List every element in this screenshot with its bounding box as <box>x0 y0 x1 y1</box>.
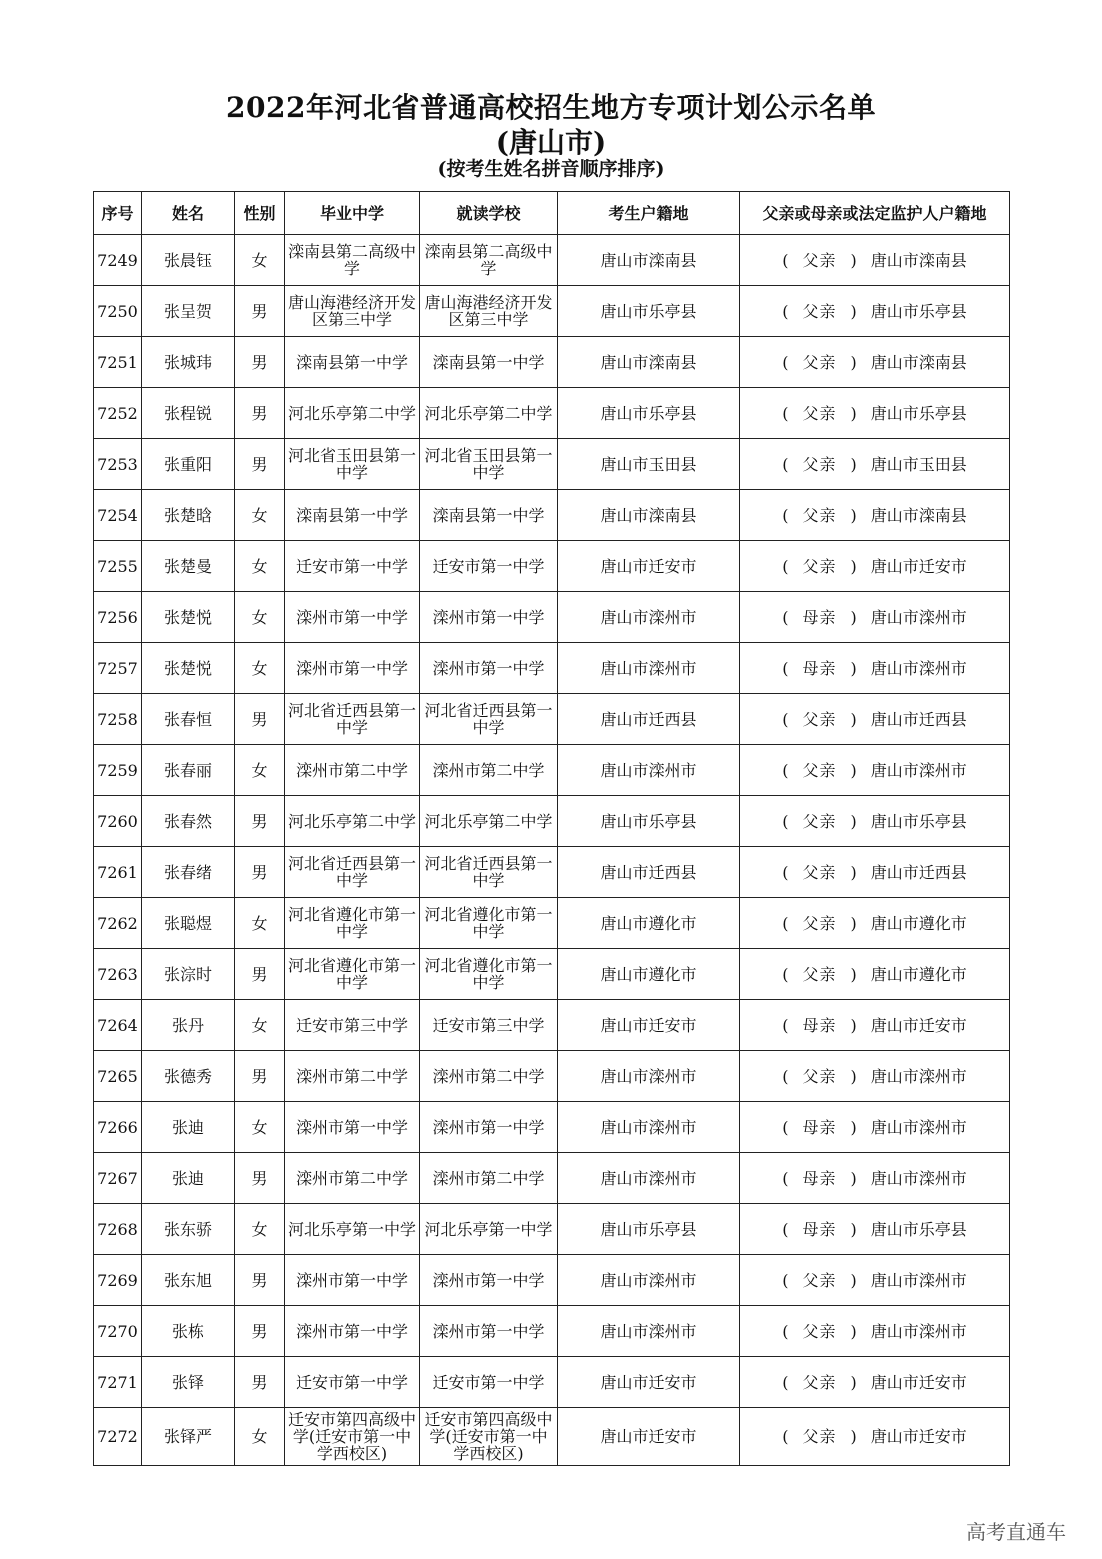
cell-current-school: 河北乐亭第二中学 <box>420 796 558 847</box>
cell-name: 张东旭 <box>142 1255 235 1306</box>
cell-guardian-hukou: ( 母亲 ) 唐山市滦州市 <box>740 592 1010 643</box>
cell-current-school: 河北省遵化市第一中学 <box>420 898 558 949</box>
cell-grad-school: 迁安市第一中学 <box>285 1357 420 1408</box>
table-row <box>94 1255 1010 1306</box>
cell-name: 张东骄 <box>142 1204 235 1255</box>
cell-gender: 女 <box>235 1408 285 1466</box>
guardian-relation: 父亲 <box>802 301 837 321</box>
roster-table <box>93 191 1010 1466</box>
cell-name: 张春然 <box>142 796 235 847</box>
guardian-hukou: 唐山市玉田县 <box>870 454 967 474</box>
cell-seq: 7257 <box>94 643 142 694</box>
guardian-relation: 父亲 <box>802 505 837 525</box>
guardian-relation: 父亲 <box>802 964 837 984</box>
cell-grad-school: 滦州市第二中学 <box>285 1051 420 1102</box>
guardian-hukou: 唐山市滦州市 <box>870 658 967 678</box>
cell-guardian-hukou: ( 父亲 ) 唐山市滦州市 <box>740 1255 1010 1306</box>
cell-hukou: 唐山市滦南县 <box>558 490 740 541</box>
table-row <box>94 490 1010 541</box>
table-row <box>94 1051 1010 1102</box>
cell-current-school: 滦州市第一中学 <box>420 592 558 643</box>
guardian-hukou: 唐山市滦南县 <box>870 250 967 270</box>
cell-grad-school: 河北乐亭第二中学 <box>285 388 420 439</box>
guardian-relation: 母亲 <box>802 1117 837 1137</box>
cell-gender: 男 <box>235 796 285 847</box>
cell-grad-school: 滦州市第二中学 <box>285 1153 420 1204</box>
cell-grad-school: 迁安市第四高级中学(迁安市第一中学西校区) <box>285 1408 420 1466</box>
table-row <box>94 745 1010 796</box>
guardian-hukou: 唐山市迁安市 <box>870 1427 967 1446</box>
cell-hukou: 唐山市迁西县 <box>558 694 740 745</box>
cell-seq: 7266 <box>94 1102 142 1153</box>
sort-note: (按考生姓名拼音顺序排序) <box>437 158 665 180</box>
cell-guardian-hukou: ( 母亲 ) 唐山市滦州市 <box>740 1102 1010 1153</box>
header-gender: 性别 <box>235 192 285 235</box>
cell-hukou: 唐山市滦南县 <box>558 235 740 286</box>
guardian-hukou: 唐山市滦州市 <box>870 1321 967 1341</box>
cell-hukou: 唐山市滦州市 <box>558 1306 740 1357</box>
cell-current-school: 河北乐亭第一中学 <box>420 1204 558 1255</box>
cell-guardian-hukou: ( 父亲 ) 唐山市迁西县 <box>740 694 1010 745</box>
guardian-hukou: 唐山市乐亭县 <box>870 403 967 423</box>
cell-grad-school: 河北省迁西县第一中学 <box>285 694 420 745</box>
cell-gender: 男 <box>235 1153 285 1204</box>
table-row <box>94 286 1010 337</box>
cell-gender: 女 <box>235 490 285 541</box>
cell-gender: 女 <box>235 592 285 643</box>
cell-gender: 男 <box>235 286 285 337</box>
cell-guardian-hukou: ( 父亲 ) 唐山市滦南县 <box>740 337 1010 388</box>
guardian-relation: 父亲 <box>802 403 837 423</box>
guardian-relation: 父亲 <box>802 1066 837 1086</box>
cell-grad-school: 河北省迁西县第一中学 <box>285 847 420 898</box>
cell-current-school: 迁安市第四高级中学(迁安市第一中学西校区) <box>420 1408 558 1466</box>
cell-name: 张晨钰 <box>142 235 235 286</box>
cell-grad-school: 滦州市第二中学 <box>285 745 420 796</box>
cell-seq: 7259 <box>94 745 142 796</box>
cell-gender: 男 <box>235 388 285 439</box>
cell-current-school: 河北省迁西县第一中学 <box>420 694 558 745</box>
page-title: 2022年河北省普通高校招生地方专项计划公示名单 <box>226 91 876 124</box>
cell-name: 张程锐 <box>142 388 235 439</box>
header-grad-school: 毕业中学 <box>285 192 420 235</box>
table-row <box>94 1306 1010 1357</box>
guardian-hukou: 唐山市滦州市 <box>870 1270 967 1290</box>
cell-current-school: 迁安市第一中学 <box>420 541 558 592</box>
cell-gender: 女 <box>235 1204 285 1255</box>
table-row <box>94 949 1010 1000</box>
guardian-relation: 父亲 <box>802 1270 837 1290</box>
cell-gender: 男 <box>235 1255 285 1306</box>
guardian-hukou: 唐山市迁安市 <box>870 1372 967 1392</box>
header-hukou: 考生户籍地 <box>558 192 740 235</box>
cell-guardian-hukou: ( 父亲 ) 唐山市迁安市 <box>740 1408 1010 1466</box>
cell-guardian-hukou: ( 父亲 ) 唐山市玉田县 <box>740 439 1010 490</box>
header-current-school: 就读学校 <box>420 192 558 235</box>
guardian-relation: 父亲 <box>802 862 837 882</box>
cell-seq: 7250 <box>94 286 142 337</box>
cell-grad-school: 滦南县第一中学 <box>285 337 420 388</box>
guardian-relation: 父亲 <box>802 1427 837 1446</box>
cell-hukou: 唐山市滦南县 <box>558 337 740 388</box>
cell-name: 张丹 <box>142 1000 235 1051</box>
cell-seq: 7253 <box>94 439 142 490</box>
cell-hukou: 唐山市滦州市 <box>558 1255 740 1306</box>
cell-hukou: 唐山市迁安市 <box>558 1357 740 1408</box>
cell-hukou: 唐山市迁安市 <box>558 1408 740 1466</box>
cell-seq: 7269 <box>94 1255 142 1306</box>
cell-current-school: 滦南县第一中学 <box>420 490 558 541</box>
guardian-hukou: 唐山市滦州市 <box>870 1168 967 1188</box>
cell-gender: 男 <box>235 1357 285 1408</box>
cell-guardian-hukou: ( 父亲 ) 唐山市乐亭县 <box>740 286 1010 337</box>
cell-name: 张聪煜 <box>142 898 235 949</box>
cell-grad-school: 河北省遵化市第一中学 <box>285 949 420 1000</box>
guardian-hukou: 唐山市滦州市 <box>870 607 967 627</box>
guardian-hukou: 唐山市遵化市 <box>870 913 967 933</box>
table-row <box>94 694 1010 745</box>
cell-current-school: 河北省玉田县第一中学 <box>420 439 558 490</box>
cell-gender: 男 <box>235 337 285 388</box>
table-row <box>94 898 1010 949</box>
cell-hukou: 唐山市玉田县 <box>558 439 740 490</box>
guardian-hukou: 唐山市乐亭县 <box>870 301 967 321</box>
guardian-hukou: 唐山市滦州市 <box>870 1117 967 1137</box>
cell-current-school: 河北省迁西县第一中学 <box>420 847 558 898</box>
cell-guardian-hukou: ( 父亲 ) 唐山市滦州市 <box>740 1051 1010 1102</box>
cell-hukou: 唐山市滦州市 <box>558 592 740 643</box>
cell-grad-school: 滦州市第一中学 <box>285 1102 420 1153</box>
cell-grad-school: 滦南县第一中学 <box>285 490 420 541</box>
cell-name: 张春丽 <box>142 745 235 796</box>
cell-grad-school: 滦州市第一中学 <box>285 592 420 643</box>
cell-grad-school: 迁安市第三中学 <box>285 1000 420 1051</box>
guardian-hukou: 唐山市滦州市 <box>870 1066 967 1086</box>
cell-seq: 7252 <box>94 388 142 439</box>
table-row <box>94 1000 1010 1051</box>
cell-seq: 7270 <box>94 1306 142 1357</box>
cell-seq: 7258 <box>94 694 142 745</box>
cell-grad-school: 唐山海港经济开发区第三中学 <box>285 286 420 337</box>
cell-seq: 7251 <box>94 337 142 388</box>
cell-name: 张栋 <box>142 1306 235 1357</box>
cell-hukou: 唐山市遵化市 <box>558 898 740 949</box>
cell-hukou: 唐山市乐亭县 <box>558 1204 740 1255</box>
cell-name: 张迪 <box>142 1102 235 1153</box>
cell-current-school: 滦南县第一中学 <box>420 337 558 388</box>
guardian-hukou: 唐山市滦南县 <box>870 352 967 372</box>
cell-grad-school: 滦州市第一中学 <box>285 1255 420 1306</box>
cell-seq: 7268 <box>94 1204 142 1255</box>
table-row <box>94 643 1010 694</box>
cell-gender: 女 <box>235 1000 285 1051</box>
cell-current-school: 滦州市第一中学 <box>420 1306 558 1357</box>
cell-grad-school: 迁安市第一中学 <box>285 541 420 592</box>
cell-current-school: 迁安市第一中学 <box>420 1357 558 1408</box>
cell-seq: 7255 <box>94 541 142 592</box>
cell-guardian-hukou: ( 父亲 ) 唐山市迁西县 <box>740 847 1010 898</box>
guardian-hukou: 唐山市遵化市 <box>870 964 967 984</box>
cell-guardian-hukou: ( 父亲 ) 唐山市乐亭县 <box>740 388 1010 439</box>
table-row <box>94 1153 1010 1204</box>
cell-seq: 7260 <box>94 796 142 847</box>
header-seq: 序号 <box>94 192 142 235</box>
table-row <box>94 235 1010 286</box>
table-row <box>94 1102 1010 1153</box>
cell-hukou: 唐山市遵化市 <box>558 949 740 1000</box>
table-row <box>94 1408 1010 1466</box>
cell-name: 张春绪 <box>142 847 235 898</box>
cell-gender: 女 <box>235 745 285 796</box>
table-row <box>94 1357 1010 1408</box>
cell-hukou: 唐山市乐亭县 <box>558 796 740 847</box>
cell-hukou: 唐山市滦州市 <box>558 1102 740 1153</box>
guardian-relation: 父亲 <box>802 250 837 270</box>
cell-grad-school: 河北乐亭第二中学 <box>285 796 420 847</box>
cell-name: 张楚悦 <box>142 592 235 643</box>
guardian-relation: 父亲 <box>802 1372 837 1392</box>
cell-current-school: 唐山海港经济开发区第三中学 <box>420 286 558 337</box>
cell-guardian-hukou: ( 母亲 ) 唐山市滦州市 <box>740 643 1010 694</box>
guardian-hukou: 唐山市滦州市 <box>870 760 967 780</box>
cell-hukou: 唐山市滦州市 <box>558 1153 740 1204</box>
cell-current-school: 迁安市第三中学 <box>420 1000 558 1051</box>
cell-seq: 7262 <box>94 898 142 949</box>
guardian-relation: 父亲 <box>802 709 837 729</box>
guardian-hukou: 唐山市滦南县 <box>870 505 967 525</box>
cell-current-school: 河北乐亭第二中学 <box>420 388 558 439</box>
cell-seq: 7271 <box>94 1357 142 1408</box>
table-row <box>94 388 1010 439</box>
cell-guardian-hukou: ( 父亲 ) 唐山市滦南县 <box>740 235 1010 286</box>
cell-guardian-hukou: ( 父亲 ) 唐山市滦南县 <box>740 490 1010 541</box>
cell-guardian-hukou: ( 母亲 ) 唐山市滦州市 <box>740 1153 1010 1204</box>
cell-current-school: 滦州市第二中学 <box>420 1153 558 1204</box>
cell-hukou: 唐山市迁安市 <box>558 541 740 592</box>
cell-gender: 男 <box>235 847 285 898</box>
cell-seq: 7261 <box>94 847 142 898</box>
cell-seq: 7272 <box>94 1408 142 1466</box>
cell-name: 张迪 <box>142 1153 235 1204</box>
cell-grad-school: 河北省玉田县第一中学 <box>285 439 420 490</box>
cell-name: 张德秀 <box>142 1051 235 1102</box>
cell-name: 张呈贺 <box>142 286 235 337</box>
guardian-hukou: 唐山市迁安市 <box>870 1015 967 1035</box>
cell-name: 张楚晗 <box>142 490 235 541</box>
cell-current-school: 滦州市第一中学 <box>420 1102 558 1153</box>
cell-guardian-hukou: ( 父亲 ) 唐山市滦州市 <box>740 1306 1010 1357</box>
cell-current-school: 滦州市第二中学 <box>420 1051 558 1102</box>
table-row <box>94 847 1010 898</box>
cell-current-school: 滦南县第二高级中学 <box>420 235 558 286</box>
cell-guardian-hukou: ( 母亲 ) 唐山市迁安市 <box>740 1000 1010 1051</box>
cell-seq: 7267 <box>94 1153 142 1204</box>
guardian-relation: 父亲 <box>802 352 837 372</box>
guardian-hukou: 唐山市乐亭县 <box>870 811 967 831</box>
page-subtitle: (唐山市) <box>495 126 607 159</box>
cell-grad-school: 河北乐亭第一中学 <box>285 1204 420 1255</box>
guardian-hukou: 唐山市迁西县 <box>870 709 967 729</box>
cell-hukou: 唐山市滦州市 <box>558 1051 740 1102</box>
cell-guardian-hukou: ( 父亲 ) 唐山市遵化市 <box>740 949 1010 1000</box>
guardian-relation: 父亲 <box>802 1321 837 1341</box>
cell-guardian-hukou: ( 父亲 ) 唐山市迁安市 <box>740 541 1010 592</box>
cell-name: 张春恒 <box>142 694 235 745</box>
guardian-hukou: 唐山市迁西县 <box>870 862 967 882</box>
cell-gender: 女 <box>235 643 285 694</box>
cell-grad-school: 滦州市第一中学 <box>285 643 420 694</box>
cell-hukou: 唐山市乐亭县 <box>558 286 740 337</box>
cell-guardian-hukou: ( 父亲 ) 唐山市迁安市 <box>740 1357 1010 1408</box>
cell-hukou: 唐山市迁安市 <box>558 1000 740 1051</box>
cell-grad-school: 河北省遵化市第一中学 <box>285 898 420 949</box>
cell-name: 张城玮 <box>142 337 235 388</box>
cell-name: 张淙时 <box>142 949 235 1000</box>
cell-seq: 7264 <box>94 1000 142 1051</box>
cell-gender: 男 <box>235 1306 285 1357</box>
table-body <box>94 235 1010 1466</box>
cell-seq: 7265 <box>94 1051 142 1102</box>
cell-gender: 男 <box>235 1051 285 1102</box>
cell-guardian-hukou: ( 母亲 ) 唐山市乐亭县 <box>740 1204 1010 1255</box>
cell-current-school: 滦州市第二中学 <box>420 745 558 796</box>
guardian-hukou: 唐山市乐亭县 <box>870 1219 967 1239</box>
table-row <box>94 541 1010 592</box>
guardian-relation: 父亲 <box>802 556 837 576</box>
table-row <box>94 439 1010 490</box>
cell-gender: 男 <box>235 949 285 1000</box>
guardian-relation: 父亲 <box>802 811 837 831</box>
cell-current-school: 滦州市第一中学 <box>420 1255 558 1306</box>
cell-seq: 7254 <box>94 490 142 541</box>
cell-grad-school: 滦南县第二高级中学 <box>285 235 420 286</box>
guardian-relation: 父亲 <box>802 454 837 474</box>
cell-gender: 女 <box>235 898 285 949</box>
cell-gender: 女 <box>235 235 285 286</box>
guardian-relation: 母亲 <box>802 1168 837 1188</box>
watermark: 高考直通车 <box>966 1520 1066 1544</box>
cell-current-school: 河北省遵化市第一中学 <box>420 949 558 1000</box>
cell-gender: 男 <box>235 439 285 490</box>
guardian-relation: 父亲 <box>802 760 837 780</box>
table-row <box>94 796 1010 847</box>
table-row <box>94 1204 1010 1255</box>
guardian-relation: 母亲 <box>802 658 837 678</box>
header-name: 姓名 <box>142 192 235 235</box>
guardian-relation: 母亲 <box>802 1015 837 1035</box>
cell-grad-school: 滦州市第一中学 <box>285 1306 420 1357</box>
cell-hukou: 唐山市滦州市 <box>558 745 740 796</box>
table-header-row <box>94 192 1010 235</box>
guardian-relation: 母亲 <box>802 1219 837 1239</box>
cell-seq: 7249 <box>94 235 142 286</box>
cell-guardian-hukou: ( 父亲 ) 唐山市遵化市 <box>740 898 1010 949</box>
table-row <box>94 592 1010 643</box>
cell-seq: 7263 <box>94 949 142 1000</box>
cell-name: 张楚曼 <box>142 541 235 592</box>
cell-gender: 男 <box>235 694 285 745</box>
cell-name: 张楚悦 <box>142 643 235 694</box>
table-row <box>94 337 1010 388</box>
cell-name: 张铎严 <box>142 1408 235 1466</box>
guardian-relation: 父亲 <box>802 913 837 933</box>
cell-seq: 7256 <box>94 592 142 643</box>
cell-hukou: 唐山市滦州市 <box>558 643 740 694</box>
cell-current-school: 滦州市第一中学 <box>420 643 558 694</box>
header-guardian-hukou: 父亲或母亲或法定监护人户籍地 <box>740 192 1010 235</box>
cell-gender: 女 <box>235 541 285 592</box>
guardian-relation: 母亲 <box>802 607 837 627</box>
cell-hukou: 唐山市迁西县 <box>558 847 740 898</box>
cell-gender: 女 <box>235 1102 285 1153</box>
guardian-hukou: 唐山市迁安市 <box>870 556 967 576</box>
cell-name: 张重阳 <box>142 439 235 490</box>
cell-guardian-hukou: ( 父亲 ) 唐山市乐亭县 <box>740 796 1010 847</box>
cell-name: 张铎 <box>142 1357 235 1408</box>
cell-guardian-hukou: ( 父亲 ) 唐山市滦州市 <box>740 745 1010 796</box>
cell-hukou: 唐山市乐亭县 <box>558 388 740 439</box>
